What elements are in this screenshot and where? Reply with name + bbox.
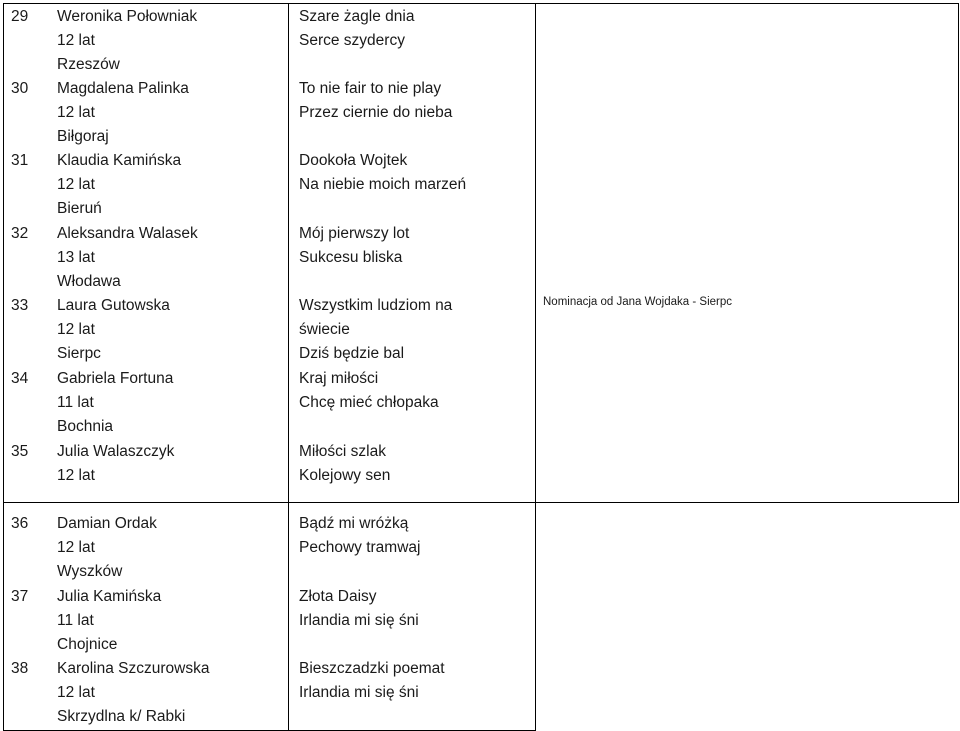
entry-number: 34 [11,370,29,387]
table-border-right [958,3,959,503]
participant-city: Biłgoraj [57,128,109,145]
song-title: To nie fair to nie play [299,80,442,97]
song-title: Mój pierwszy lot [299,225,410,242]
entry-number: 33 [11,297,29,314]
entry-number: 37 [11,588,29,605]
song-title: Wszystkim ludziom na [299,297,453,314]
participant-name: Aleksandra Walasek [57,225,198,242]
participant-age: 12 lat [57,32,95,49]
table-border-middle [3,502,958,503]
songs-cell [299,149,466,197]
song-title: Sukcesu bliska [299,249,403,266]
column-divider-2 [535,3,536,731]
participant-city: Rzeszów [57,56,120,73]
participant-age: 13 lat [57,249,95,266]
participant-age: 12 lat [57,321,95,338]
song-title: Serce szydercy [299,32,405,49]
participant-name: Damian Ordak [57,515,157,532]
songs-cell [299,585,419,633]
participant-city: Wyszków [57,563,123,580]
song-title: Miłości szlak [299,443,386,460]
song-title: Złota Daisy [299,588,377,605]
participant-name: Karolina Szczurowska [57,660,210,677]
participant-cell [57,440,174,488]
participant-cell [57,512,157,584]
songs-cell [299,222,409,270]
participant-cell [57,5,197,77]
participant-name: Laura Gutowska [57,297,170,314]
participant-age: 12 lat [57,684,95,701]
participant-age: 11 lat [57,394,94,411]
entry-number: 35 [11,443,29,460]
entry-number: 38 [11,660,29,677]
song-title: Kolejowy sen [299,467,391,484]
nomination-note: Nominacja od Jana Wojdaka - Sierpc [543,296,732,308]
song-title: Szare żagle dnia [299,8,415,25]
entry-number: 32 [11,225,29,242]
songs-cell [299,512,420,560]
participant-age: 12 lat [57,176,95,193]
songs-cell [299,77,452,125]
song-title: Pechowy tramwaj [299,539,421,556]
song-title: Bądź mi wróżką [299,515,409,532]
participant-cell [57,294,170,366]
participant-age: 12 lat [57,467,95,484]
song-title: Chcę mieć chłopaka [299,394,439,411]
participant-city: Włodawa [57,273,121,290]
song-title: Dziś będzie bal [299,345,405,362]
participant-age: 12 lat [57,539,95,556]
song-title: Bieszczadzki poemat [299,660,445,677]
participant-city: Skrzydlna k/ Rabki [57,708,186,725]
participant-name: Julia Kamińska [57,588,162,605]
songs-cell [299,294,452,366]
song-title: Na niebie moich marzeń [299,176,467,193]
songs-cell [299,657,445,705]
participant-age: 11 lat [57,612,94,629]
entry-number: 31 [11,152,29,169]
participant-city: Bochnia [57,418,114,435]
participant-city: Bieruń [57,200,102,217]
songs-cell [299,440,390,488]
entry-number: 30 [11,80,29,97]
participant-cell [57,222,198,294]
songs-cell [299,5,414,53]
participant-city: Chojnice [57,636,118,653]
song-title: Kraj miłości [299,370,379,387]
song-title: Irlandia mi się śni [299,612,419,629]
participant-cell [57,657,209,729]
song-title: świecie [299,321,350,338]
participant-cell [57,149,181,221]
entry-number: 36 [11,515,29,532]
song-title: Irlandia mi się śni [299,684,419,701]
participant-age: 12 lat [57,104,95,121]
participant-name: Julia Walaszczyk [57,443,175,460]
participant-name: Weronika Połowniak [57,8,198,25]
column-divider-1 [288,3,289,731]
table-border-top [3,3,958,4]
participant-cell [57,585,161,657]
song-title: Dookoła Wojtek [299,152,408,169]
songs-cell [299,367,439,415]
song-title: Przez ciernie do nieba [299,104,453,121]
participant-cell [57,77,189,149]
participant-name: Gabriela Fortuna [57,370,174,387]
participant-city: Sierpc [57,345,101,362]
participant-name: Magdalena Palinka [57,80,189,97]
participant-name: Klaudia Kamińska [57,152,182,169]
table-border-left [3,3,4,731]
participant-cell [57,367,173,439]
entry-number: 29 [11,8,29,25]
